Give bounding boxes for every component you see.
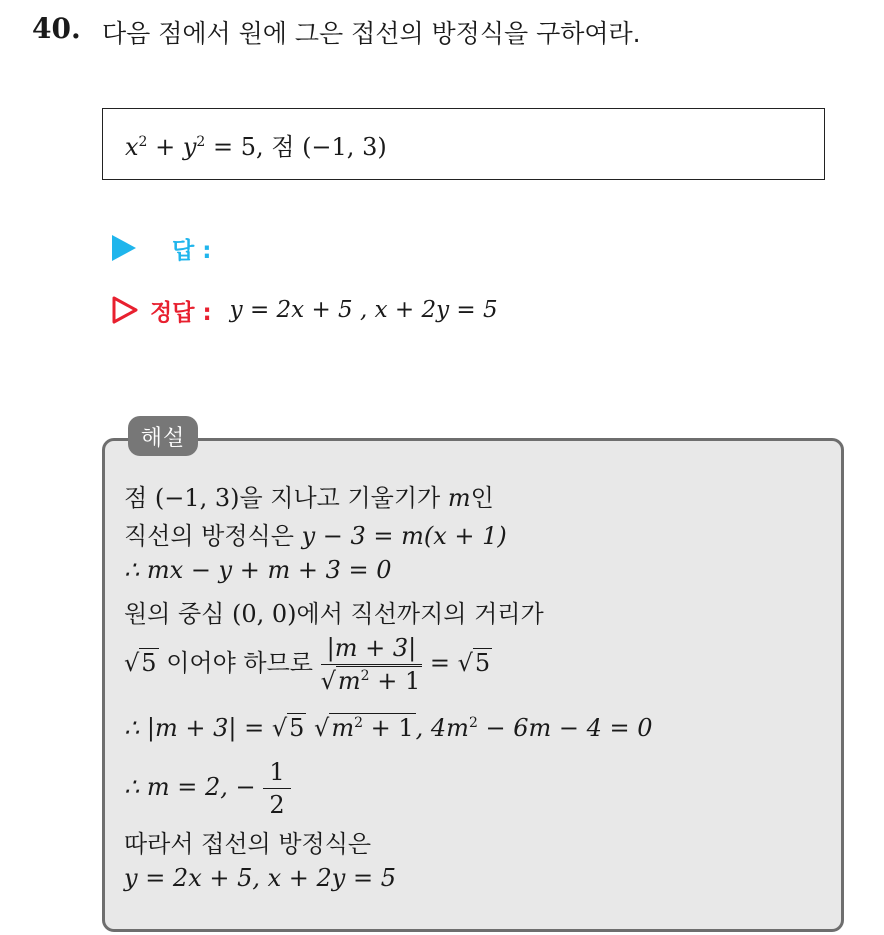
explanation-line-3: ∴ mx − y + m + 3 = 0 bbox=[124, 556, 392, 584]
explanation-tab: 해설 bbox=[128, 416, 198, 456]
explanation-line-8: 따라서 접선의 방정식은 bbox=[124, 830, 372, 858]
problem-question: 다음 점에서 원에 그은 접선의 방정식을 구하여라. bbox=[102, 19, 641, 48]
given-point-value: (−1, 3) bbox=[302, 133, 387, 161]
problem-number: 40. bbox=[32, 12, 81, 45]
explanation-line-1: 점 (−1, 3)을 지나고 기울기가 m인 bbox=[124, 484, 494, 512]
key-answer-value: y = 2x + 5 , x + 2y = 5 bbox=[229, 297, 498, 323]
given-box bbox=[102, 108, 825, 180]
given-point-label: 점 bbox=[271, 133, 295, 161]
given-equation: $x^2 + y^2 = 5$, 점 (−1, 3) bbox=[125, 133, 387, 161]
answer-row bbox=[112, 228, 211, 268]
explanation-line-6: ∴ |m + 3| = √5 $√m^2 + 1$, $4m^2 - 6m - 4 = 0$ bbox=[124, 714, 653, 742]
key-answer-label: 정답 : bbox=[150, 299, 212, 326]
answer-label: 답 : bbox=[172, 237, 212, 264]
explanation-line-9: y = 2x + 5, x + 2y = 5 bbox=[124, 864, 396, 892]
outline-triangle-icon bbox=[112, 296, 138, 324]
distance-fraction: $\frac{|m + 3|}{√m^2 + 1}$ bbox=[320, 634, 421, 695]
key-answer-row bbox=[112, 290, 498, 330]
explanation-line-2: 직선의 방정식은 y − 3 = m(x + 1) bbox=[124, 522, 507, 550]
explanation-line-7: ∴ m = 2, − $\frac{1}{2}$ bbox=[124, 758, 291, 819]
play-triangle-icon bbox=[112, 235, 136, 261]
explanation-line-5: √5 이어야 하므로 $\frac{|m + 3|}{√m^2 + 1}$ = √5 bbox=[124, 634, 491, 695]
slope-fraction: $\frac{1}{2}$ bbox=[263, 758, 290, 819]
explanation-line-4: 원의 중심 (0, 0)에서 직선까지의 거리가 bbox=[124, 600, 544, 628]
